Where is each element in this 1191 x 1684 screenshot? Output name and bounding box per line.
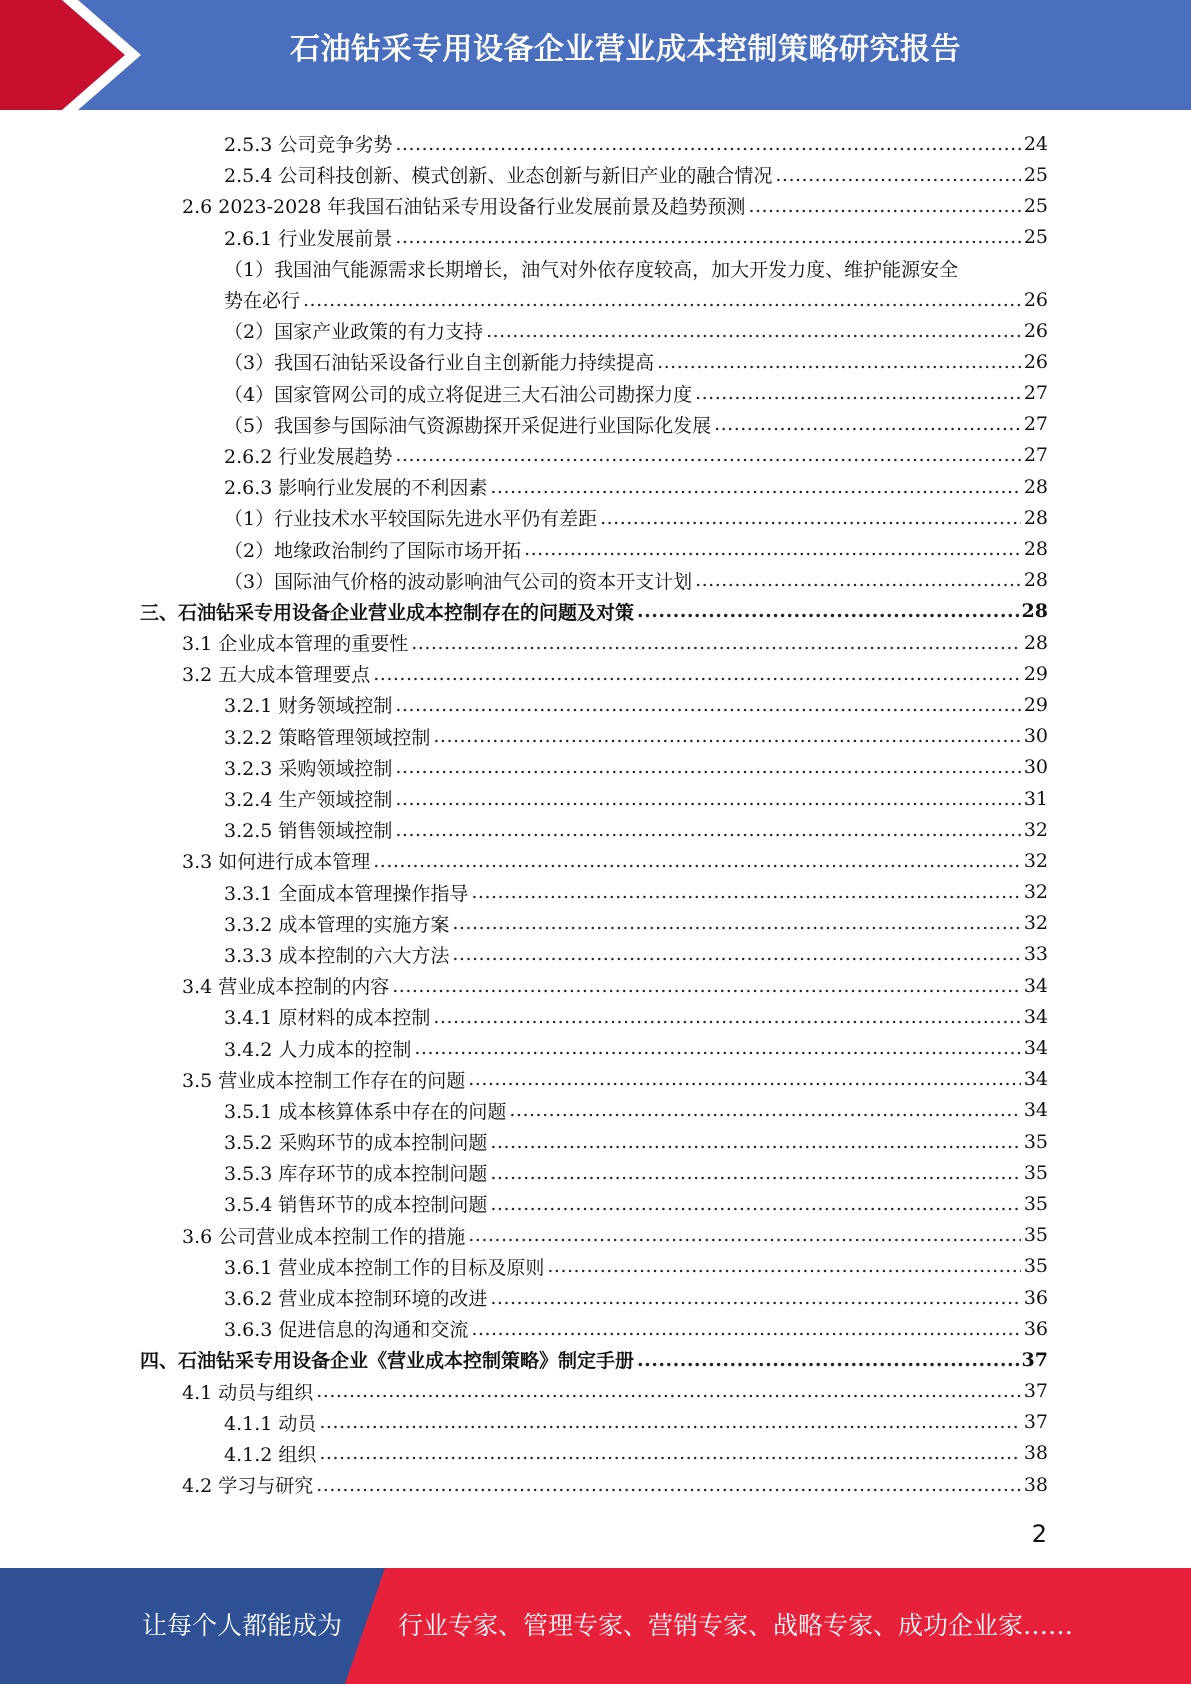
toc-entry-page: 34: [1023, 1037, 1048, 1060]
toc-entry-page: 27: [1023, 444, 1048, 467]
toc-entry-page: 37: [1021, 1348, 1048, 1371]
toc-dot-leader: [468, 1068, 1021, 1090]
toc-dot-leader: [395, 226, 1020, 248]
toc-entry-page: 32: [1023, 912, 1048, 935]
toc-entry-title: 3.2.5 销售领域控制: [224, 820, 393, 843]
toc-entry[interactable]: [140, 1188, 1048, 1219]
toc-dot-leader: [452, 912, 1020, 934]
toc-dot-leader: [471, 1318, 1020, 1340]
toc-entry-page: 32: [1023, 849, 1048, 872]
toc-entry-page: 35: [1023, 1224, 1048, 1247]
toc-entry[interactable]: [140, 752, 1048, 783]
toc-dot-leader: [600, 507, 1021, 529]
toc-entry-title: 2.6.2 行业发展趋势: [224, 445, 393, 468]
toc-entry-title: 四、石油钻采专用设备企业《营业成本控制策略》制定手册: [140, 1350, 635, 1373]
table-of-contents: [140, 128, 1048, 1500]
toc-dot-leader: [395, 819, 1020, 841]
toc-entry-page: 36: [1023, 1317, 1048, 1340]
footer-slogan-left: 让每个人都能成为: [142, 1611, 343, 1640]
toc-entry-page: 35: [1023, 1192, 1048, 1215]
toc-dot-leader: [490, 1131, 1020, 1153]
toc-dot-leader: [695, 569, 1021, 591]
toc-entry[interactable]: [140, 1220, 1048, 1251]
toc-dot-leader: [524, 538, 1021, 560]
toc-entry[interactable]: [140, 658, 1048, 689]
toc-entry-page: 29: [1023, 662, 1048, 685]
toc-entry[interactable]: [140, 908, 1048, 939]
toc-entry[interactable]: [140, 346, 1048, 377]
toc-entry-title: （1）行业技术水平较国际先进水平仍有差距: [224, 508, 598, 531]
toc-entry-title: 势在必行: [224, 290, 301, 313]
toc-entry-title: 3.3 如何进行成本管理: [182, 851, 371, 874]
toc-entry-title: 3.4.1 原材料的成本控制: [224, 1007, 431, 1030]
toc-entry[interactable]: [140, 502, 1048, 533]
toc-dot-leader: [395, 694, 1020, 716]
toc-entry-title: 3.1 企业成本管理的重要性: [182, 633, 409, 656]
toc-entry-title: 3.3.3 成本控制的六大方法: [224, 944, 450, 967]
page-footer: [0, 1568, 1191, 1684]
toc-entry-title: 2.6.1 行业发展前景: [224, 227, 393, 250]
toc-entry-title: （3）我国石油钻采设备行业自主创新能力持续提高: [224, 352, 655, 375]
toc-entry-page: 27: [1023, 413, 1048, 436]
toc-entry-title: 3.4.2 人力成本的控制: [224, 1038, 412, 1061]
toc-entry-title: 3.6.3 促进信息的沟通和交流: [224, 1319, 469, 1342]
toc-entry[interactable]: [140, 565, 1048, 596]
toc-entry-title: 3.5.4 销售环节的成本控制问题: [224, 1194, 488, 1217]
toc-dot-leader: [468, 1224, 1021, 1246]
toc-dot-leader: [637, 1349, 1019, 1371]
toc-entry-title: 2.6 2023-2028 年我国石油钻采专用设备行业发展前景及趋势预测: [182, 196, 746, 219]
toc-entry[interactable]: [140, 222, 1048, 253]
toc-entry-title: 3.5.1 成本核算体系中存在的问题: [224, 1100, 507, 1123]
toc-entry-page: 28: [1023, 631, 1048, 654]
toc-dot-leader: [414, 1037, 1020, 1059]
toc-entry[interactable]: [140, 378, 1048, 409]
toc-entry[interactable]: [140, 1126, 1048, 1157]
toc-entry-title: （2）国家产业政策的有力支持: [224, 321, 484, 344]
toc-entry[interactable]: [140, 783, 1048, 814]
toc-entry-page: 26: [1023, 350, 1048, 373]
toc-entry-title: 4.1.2 组织: [224, 1443, 317, 1466]
toc-entry-title: （5）我国参与国际油气资源勘探开采促进行业国际化发展: [224, 414, 712, 437]
toc-entry-page: 28: [1021, 600, 1048, 623]
toc-entry-page: 30: [1023, 725, 1048, 748]
toc-entry[interactable]: [140, 533, 1048, 564]
toc-dot-leader: [490, 476, 1020, 498]
toc-entry-page: 25: [1023, 226, 1048, 249]
toc-entry-page: 31: [1023, 787, 1048, 810]
toc-entry[interactable]: [140, 877, 1048, 908]
toc-entry[interactable]: [140, 721, 1048, 752]
toc-entry[interactable]: [140, 1001, 1048, 1032]
toc-dot-leader: [547, 1255, 1020, 1277]
toc-dot-leader: [452, 943, 1020, 965]
toc-dot-leader: [392, 975, 1021, 997]
toc-entry-title: 3.6.1 营业成本控制工作的目标及原则: [224, 1256, 545, 1279]
toc-dot-leader: [637, 600, 1019, 622]
toc-entry-page: 32: [1023, 881, 1048, 904]
toc-dot-leader: [490, 1193, 1020, 1215]
toc-dot-leader: [486, 320, 1021, 342]
toc-entry-title: 3.3.1 全面成本管理操作指导: [224, 882, 469, 905]
toc-entry-page: 37: [1023, 1380, 1048, 1403]
toc-dot-leader: [490, 1162, 1020, 1184]
toc-entry[interactable]: [140, 627, 1048, 658]
toc-entry[interactable]: [140, 1157, 1048, 1188]
toc-entry-title: 三、石油钻采专用设备企业营业成本控制存在的问题及对策: [140, 601, 635, 624]
toc-dot-leader: [316, 1380, 1021, 1402]
toc-dot-leader: [657, 351, 1021, 373]
toc-entry-title: 2.5.4 公司科技创新、模式创新、业态创新与新旧产业的融合情况: [224, 165, 773, 188]
toc-entry-title: （1）我国油气能源需求长期增长，油气对外依存度较高，加大开发力度、维护能源安全: [224, 258, 959, 281]
toc-entry-title: 4.1 动员与组织: [182, 1381, 314, 1404]
page-header: [0, 0, 1191, 110]
toc-entry-title: 4.1.1 动员: [224, 1412, 317, 1435]
toc-dot-leader: [303, 289, 1021, 311]
toc-entry[interactable]: [140, 159, 1048, 190]
toc-entry-page: 25: [1023, 194, 1048, 217]
toc-entry-page: 28: [1023, 475, 1048, 498]
toc-entry[interactable]: [140, 315, 1048, 346]
toc-dot-leader: [433, 1006, 1020, 1028]
report-title: 石油钻采专用设备企业营业成本控制策略研究报告: [290, 32, 961, 67]
toc-entry-title: 2.5.3 公司竞争劣势: [224, 134, 393, 157]
toc-dot-leader: [411, 632, 1021, 654]
toc-entry[interactable]: [140, 471, 1048, 502]
toc-entry[interactable]: [140, 845, 1048, 876]
toc-entry[interactable]: [140, 284, 1048, 315]
toc-dot-leader: [395, 444, 1020, 466]
toc-entry-title: 3.5.3 库存环节的成本控制问题: [224, 1163, 488, 1186]
toc-entry-title: 3.6 公司营业成本控制工作的措施: [182, 1225, 466, 1248]
toc-dot-leader: [748, 195, 1020, 217]
toc-entry[interactable]: [140, 253, 1048, 284]
toc-entry[interactable]: [140, 1313, 1048, 1344]
toc-entry[interactable]: [140, 1064, 1048, 1095]
toc-entry-page: 36: [1023, 1286, 1048, 1309]
toc-entry[interactable]: [140, 814, 1048, 845]
toc-entry[interactable]: [140, 440, 1048, 471]
toc-dot-leader: [695, 382, 1021, 404]
toc-dot-leader: [395, 788, 1020, 810]
toc-entry-title: （2）地缘政治制约了国际市场开拓: [224, 539, 522, 562]
toc-entry-page: 35: [1023, 1255, 1048, 1278]
toc-entry-page: 34: [1023, 1099, 1048, 1122]
toc-entry-title: （4）国家管网公司的成立将促进三大石油公司勘探力度: [224, 383, 693, 406]
toc-entry-page: 38: [1023, 1442, 1048, 1465]
toc-entry[interactable]: [140, 1344, 1048, 1375]
toc-entry-page: 26: [1023, 288, 1048, 311]
toc-entry[interactable]: [140, 190, 1048, 221]
toc-entry-page: 28: [1023, 506, 1048, 529]
toc-entry-title: 3.2.2 策略管理领域控制: [224, 726, 431, 749]
toc-dot-leader: [490, 1287, 1020, 1309]
toc-entry[interactable]: [140, 409, 1048, 440]
toc-entry-page: 33: [1023, 943, 1048, 966]
toc-entry-page: 24: [1023, 132, 1048, 155]
toc-entry-page: 28: [1023, 569, 1048, 592]
toc-entry-page: 32: [1023, 818, 1048, 841]
toc-entry-page: 29: [1023, 693, 1048, 716]
toc-entry-title: 3.5.2 采购环节的成本控制问题: [224, 1132, 488, 1155]
toc-entry-title: 3.2 五大成本管理要点: [182, 664, 371, 687]
toc-entry[interactable]: [140, 1469, 1048, 1500]
toc-entry-page: 30: [1023, 756, 1048, 779]
page-number: 2: [1031, 1520, 1047, 1548]
toc-entry-page: 35: [1023, 1130, 1048, 1153]
toc-entry-title: 3.5 营业成本控制工作存在的问题: [182, 1069, 466, 1092]
toc-entry[interactable]: [140, 1438, 1048, 1469]
toc-entry[interactable]: [140, 939, 1048, 970]
toc-dot-leader: [395, 133, 1020, 155]
toc-entry[interactable]: [140, 1376, 1048, 1407]
toc-entry-page: 26: [1023, 319, 1048, 342]
toc-dot-leader: [471, 881, 1020, 903]
toc-entry-title: 3.3.2 成本管理的实施方案: [224, 913, 450, 936]
toc-entry[interactable]: [140, 596, 1048, 627]
toc-entry[interactable]: [140, 970, 1048, 1001]
toc-dot-leader: [373, 663, 1021, 685]
toc-entry-title: （3）国际油气价格的波动影响油气公司的资本开支计划: [224, 570, 693, 593]
toc-entry[interactable]: [140, 1032, 1048, 1063]
toc-entry-page: 34: [1023, 1068, 1048, 1091]
toc-dot-leader: [775, 164, 1020, 186]
toc-dot-leader: [373, 850, 1021, 872]
toc-entry-title: 3.6.2 营业成本控制环境的改进: [224, 1288, 488, 1311]
toc-dot-leader: [395, 756, 1020, 778]
footer-slogan-right: 行业专家、管理专家、营销专家、战略专家、成功企业家……: [398, 1611, 1074, 1640]
toc-entry-page: 37: [1023, 1411, 1048, 1434]
toc-dot-leader: [433, 725, 1020, 747]
toc-entry-page: 34: [1023, 974, 1048, 997]
toc-dot-leader: [319, 1411, 1020, 1433]
toc-entry-title: 3.4 营业成本控制的内容: [182, 976, 390, 999]
toc-entry-page: 34: [1023, 1005, 1048, 1028]
toc-entry-page: 35: [1023, 1161, 1048, 1184]
toc-entry-page: 25: [1023, 163, 1048, 186]
toc-dot-leader: [319, 1442, 1020, 1464]
toc-entry[interactable]: [140, 1407, 1048, 1438]
toc-entry[interactable]: [140, 128, 1048, 159]
toc-entry-title: 3.2.4 生产领域控制: [224, 789, 393, 812]
toc-entry[interactable]: [140, 1251, 1048, 1282]
toc-entry-title: 4.2 学习与研究: [182, 1475, 314, 1498]
toc-entry-title: 2.6.3 影响行业发展的不利因素: [224, 477, 488, 500]
toc-entry-page: 38: [1023, 1473, 1048, 1496]
toc-entry[interactable]: [140, 689, 1048, 720]
toc-entry-page: 27: [1023, 382, 1048, 405]
toc-dot-leader: [316, 1474, 1021, 1496]
toc-entry[interactable]: [140, 1095, 1048, 1126]
toc-entry[interactable]: [140, 1282, 1048, 1313]
toc-dot-leader: [714, 413, 1021, 435]
toc-entry-page: 28: [1023, 538, 1048, 561]
toc-entry-title: 3.2.1 财务领域控制: [224, 695, 393, 718]
toc-entry-title: 3.2.3 采购领域控制: [224, 757, 393, 780]
toc-dot-leader: [509, 1099, 1020, 1121]
